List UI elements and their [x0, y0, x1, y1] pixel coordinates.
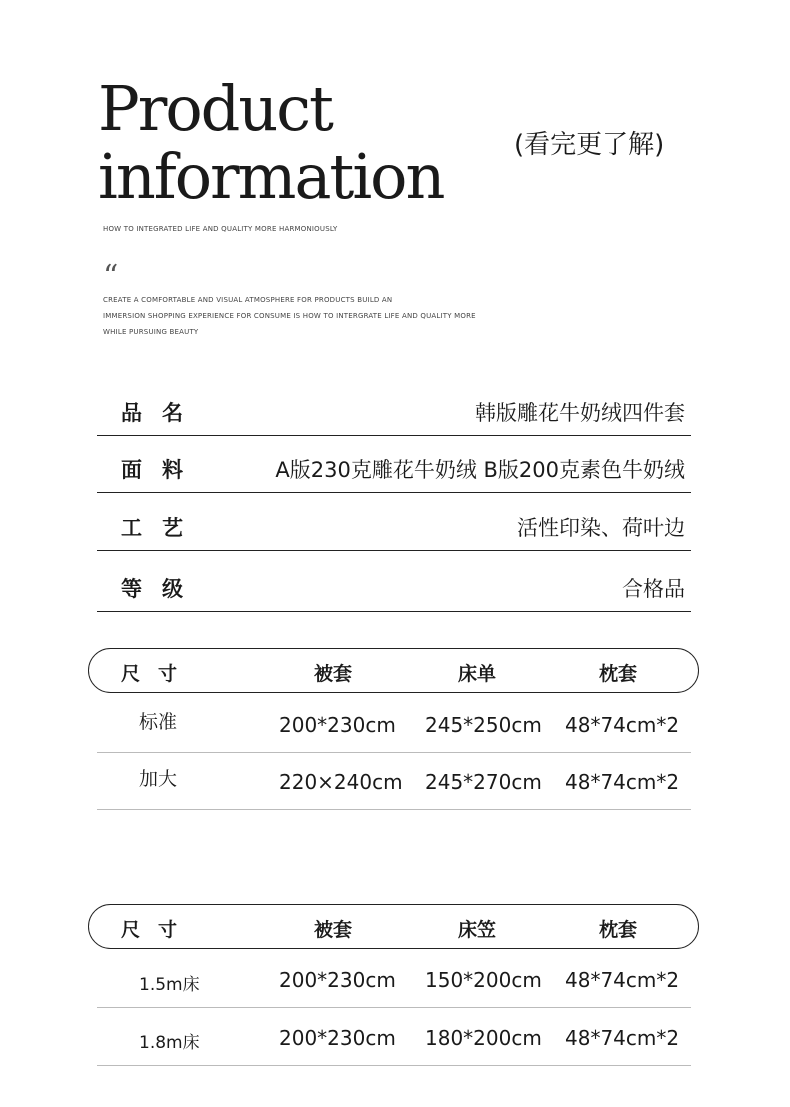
size-cell-duvet: 200*230cm: [279, 1026, 396, 1050]
size-row-name: 1.8m床: [139, 1033, 200, 1053]
title-line-2: information: [98, 140, 444, 213]
size-table-1-header: [88, 648, 699, 693]
info-label: 品名: [121, 401, 203, 425]
size-header-pillowcase: 枕套: [599, 663, 638, 685]
size-cell-pillowcase: 48*74cm*2: [565, 713, 680, 737]
title-line-1: Product: [98, 72, 332, 145]
table-row: [97, 752, 691, 810]
size-cell-sheet: 245*250cm: [425, 713, 542, 737]
quote-line-1: CREATE A COMFORTABLE AND VISUAL ATMOSPHERE FOR PRODUCTS BUILD AN: [103, 296, 393, 304]
size-row-name: 1.5m床: [139, 975, 200, 995]
size-cell-pillowcase: 48*74cm*2: [565, 968, 680, 992]
info-row-product-name: [97, 386, 691, 436]
size-header-sheet: 床单: [458, 663, 497, 685]
table-row: [97, 950, 691, 1008]
quote-line-2: IMMERSION SHOPPING EXPERIENCE FOR CONSUME IS HOW TO INTERGRATE LIFE AND QUALITY MORE: [103, 312, 476, 320]
info-value: 活性印染、荷叶边: [517, 516, 685, 540]
size-cell-fitted-sheet: 180*200cm: [425, 1026, 542, 1050]
info-row-fabric: [97, 443, 691, 493]
size-cell-duvet: 200*230cm: [279, 713, 396, 737]
size-table-2-header: [88, 904, 699, 949]
size-cell-pillowcase: 48*74cm*2: [565, 1026, 680, 1050]
size-header-label: 尺寸: [121, 919, 196, 941]
table-row: [97, 695, 691, 753]
info-row-grade: [97, 562, 691, 612]
size-cell-sheet: 245*270cm: [425, 770, 542, 794]
size-cell-pillowcase: 48*74cm*2: [565, 770, 680, 794]
quote-line-3: WHILE PURSUING BEAUTY: [103, 328, 199, 336]
info-value: A版230克雕花牛奶绒 B版200克素色牛奶绒: [275, 458, 685, 482]
tagline: HOW TO INTEGRATED LIFE AND QUALITY MORE HARMONIOUSLY: [103, 225, 338, 233]
size-header-pillowcase: 枕套: [599, 919, 638, 941]
table-row: [97, 1008, 691, 1066]
size-cell-fitted-sheet: 150*200cm: [425, 968, 542, 992]
subtitle: (看完更了解): [514, 130, 665, 160]
info-label: 面料: [121, 458, 203, 482]
size-header-fitted-sheet: 床笠: [458, 919, 497, 941]
size-cell-duvet: 200*230cm: [279, 968, 396, 992]
size-header-duvet: 被套: [314, 663, 353, 685]
size-header-duvet: 被套: [314, 919, 353, 941]
info-label: 工艺: [121, 516, 203, 540]
size-row-name: 加大: [139, 768, 178, 790]
size-cell-duvet: 220×240cm: [279, 770, 403, 794]
info-value: 韩版雕花牛奶绒四件套: [475, 401, 685, 425]
info-label: 等级: [121, 577, 203, 601]
size-row-name: 标准: [139, 711, 178, 733]
info-value: 合格品: [622, 577, 685, 601]
info-row-craft: [97, 501, 691, 551]
size-header-label: 尺寸: [121, 663, 196, 685]
quote-mark-icon: “: [103, 259, 119, 294]
